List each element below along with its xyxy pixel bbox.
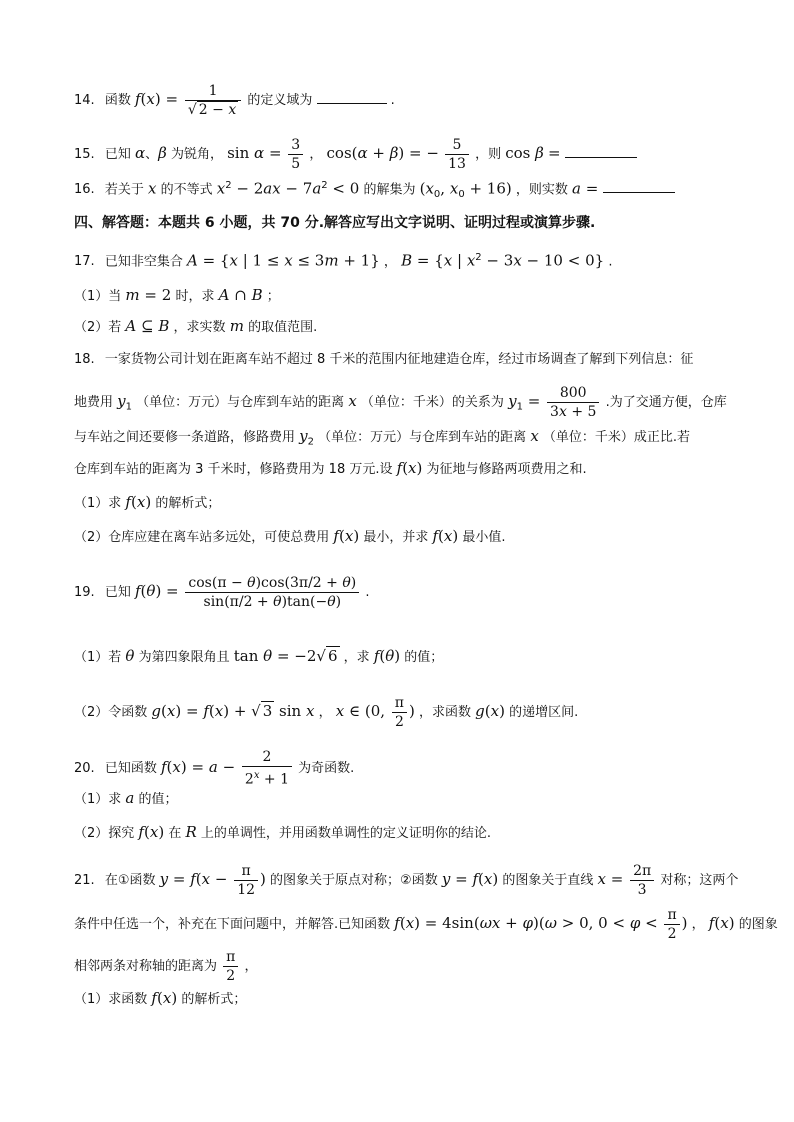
section-heading: 四、解答题：本题共 6 小题，共 70 分.解答应写出文字说明、证明过程或演算步骤. (74, 215, 596, 231)
question-16: 16. 若关于 x 的不等式 $x^2 - 2ax - 7a^2 < 0$ 的解集为 ($x_0$, $x_0 + 16$) ，则实数 a = (74, 176, 754, 205)
fraction: $\frac{\pi}{2}$ (223, 948, 238, 985)
question-19: 19. 已知 f(θ) = $\frac{\cos(\pi - \theta)\cos(3\pi/2 + \theta)}{\sin(\pi/2 + \theta)\tan(-\theta)}$ . (74, 575, 370, 610)
question-21: 21. 在①函数 y = f(x − $\frac{\pi}{12}$ ) 的图象关于原点对称；②函数 y = f(x) 的图象关于直线 x = $\frac{2\pi}{3}$ 对称；这两个 (74, 863, 739, 898)
fraction: $\frac{\pi}{2}$ (664, 906, 679, 943)
question-18-part-2: （2）仓库应建在离车站多远处，可使总费用 f(x) 最小，并求 f(x) 最小值. (74, 527, 506, 545)
question-20-part-1: （1）求 a 的值； (74, 789, 178, 807)
question-17: 17. 已知非空集合 A = {x | 1 ≤ x ≤ 3m + 1} ， B = {x | $x^2 - 3x - 10 < 0$} . (74, 251, 613, 270)
fraction: $\frac{\cos(\pi - \theta)\cos(3\pi/2 + \theta)}{\sin(\pi/2 + \theta)\tan(-\theta)}$ (185, 574, 359, 611)
question-15: 15. 已知 α、β 为锐角， sin α = $\frac{3}{5}$ ， cos(α + β) = − $\frac{5}{13}$ ，则 cos β = (74, 136, 754, 173)
fraction: $\frac{\pi}{12}$ (234, 862, 258, 899)
question-17-part-2: （2）若 A ⊆ B ，求实数 m 的取值范围. (74, 317, 318, 335)
fraction: $\frac{\pi}{2}$ (392, 694, 407, 731)
question-14: 14. 函数 f(x) = $\frac{1}{√ 2 - x}$ 的定义域为 . (74, 83, 395, 118)
question-21-line-2: 条件中任选一个，补充在下面问题中，并解答.已知函数 f(x) = 4sin(ωx + φ)(ω > 0, 0 < φ < $\frac{\pi}{2}$ ) ， f(x) 的图象 (74, 907, 778, 942)
answer-blank (317, 89, 387, 104)
question-18-line-2: 地费用 $y_1$ （单位：万元）与仓库到车站的距离 x （单位：千米）的关系为 $y_1$ = $\frac{800}{3x + 5}$ .为了交通方便，仓库 (74, 385, 727, 420)
question-20: 20. 已知函数 f(x) = a − $\frac{2}{2^x + 1}$ 为奇函数. (74, 749, 355, 788)
fraction: $\frac{2}{2^x + 1}$ (242, 748, 292, 789)
question-21-part-1: （1）求函数 f(x) 的解析式； (74, 989, 247, 1007)
question-18: 18. 一家货物公司计划在距离车站不超过 8 千米的范围内征地建造仓库，经过市场调查了解到下列信息：征 (74, 352, 694, 367)
question-18-line-3: 与车站之间还要修一条道路，修路费用 $y_2$ （单位：万元）与仓库到车站的距离 x （单位：千米）成正比.若 (74, 427, 691, 448)
question-19-part-1: （1）若 θ 为第四象限角且 tan θ = −2√ 6 ，求 f(θ) 的值； (74, 647, 444, 665)
fraction: $\frac{800}{3x + 5}$ (547, 384, 599, 421)
question-number: 14. (74, 93, 95, 108)
question-17-part-1: （1）当 m = 2 时，求 A ∩ B ； (74, 286, 280, 304)
question-20-part-2: （2）探究 f(x) 在 R 上的单调性，并用函数单调性的定义证明你的结论. (74, 823, 492, 841)
fraction: $\frac{3}{5}$ (288, 136, 303, 173)
answer-blank (603, 178, 675, 193)
question-18-part-1: （1）求 f(x) 的解析式； (74, 493, 221, 511)
question-18-line-4: 仓库到车站的距离为 3 千米时，修路费用为 18 万元.设 f(x) 为征地与修路两项费用之和. (74, 459, 587, 477)
fraction: $\frac{1}{√ 2 - x}$ (185, 82, 241, 119)
fraction: $\frac{5}{13}$ (445, 136, 469, 173)
question-21-line-3: 相邻两条对称轴的距离为 $\frac{\pi}{2}$ ， (74, 949, 258, 984)
fraction: $\frac{2\pi}{3}$ (630, 862, 654, 899)
answer-blank (565, 143, 637, 158)
question-19-part-2: （2）令函数 g(x) = f(x) + √ 3 sin x ， x ∈ (0, $\frac{\pi}{2}$ ) ，求函数 g(x) 的递增区间. (74, 695, 579, 730)
